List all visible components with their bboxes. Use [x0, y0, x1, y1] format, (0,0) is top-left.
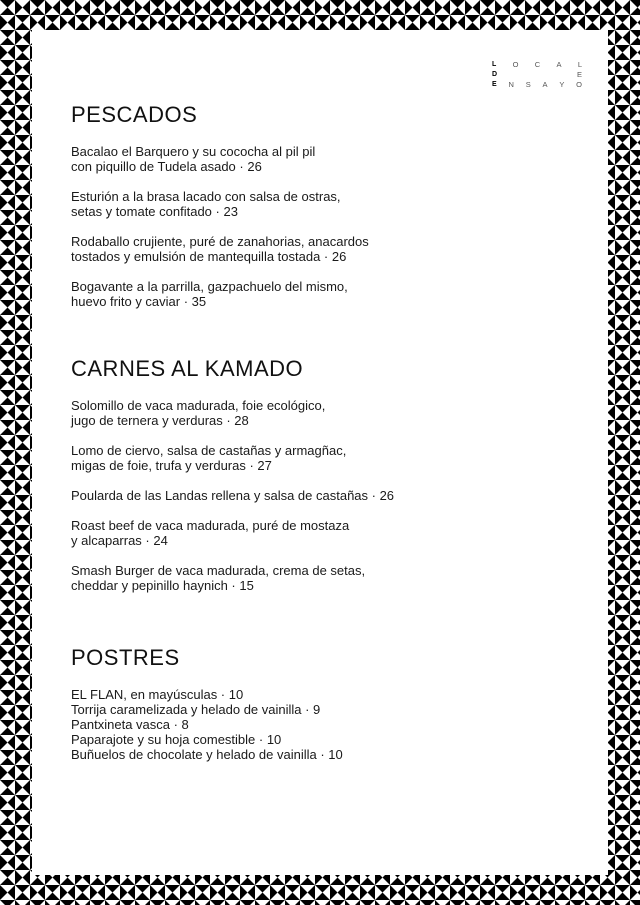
menu-item: Poularda de las Landas rellena y salsa de castañas · 26	[71, 488, 395, 503]
menu-item: Pantxineta vasca · 8	[71, 717, 189, 732]
section-carnes	[71, 356, 511, 608]
local-de-ensayo-logo: L O C A L D E E N S A Y O	[492, 60, 582, 89]
section-pescados	[71, 102, 511, 324]
menu-item: Buñuelos de chocolate y helado de vainilla · 10	[71, 747, 343, 762]
section-title: PESCADOS	[71, 102, 198, 127]
menu-item: Roast beef de vaca madurada, puré de mostaza y alcaparras · 24	[71, 518, 350, 548]
section-title: POSTRES	[71, 645, 180, 670]
menu-item: Lomo de ciervo, salsa de castañas y armagñac, migas de foie, trufa y verduras · 27	[71, 443, 347, 473]
section-title: CARNES AL KAMADO	[71, 356, 304, 381]
menu-item: Torrija caramelizada y helado de vainilla · 9	[71, 702, 321, 717]
menu-item: Paparajote y su hoja comestible · 10	[71, 732, 282, 747]
menu-item: Solomillo de vaca madurada, foie ecológico, jugo de ternera y verduras · 28	[71, 398, 326, 428]
menu-item: EL FLAN, en mayúsculas · 10	[71, 687, 244, 702]
section-postres	[71, 645, 511, 762]
menu-item: Rodaballo crujiente, puré de zanahorias, anacardos tostados y emulsión de mantequilla tostada · 26	[71, 234, 369, 264]
menu-item: Bacalao el Barquero y su cococha al pil pil con piquillo de Tudela asado · 26	[71, 144, 316, 174]
menu-item: Smash Burger de vaca madurada, crema de setas, cheddar y pepinillo haynich · 15	[71, 563, 366, 593]
menu-item: Bogavante a la parrilla, gazpachuelo del mismo, huevo frito y caviar · 35	[71, 279, 348, 309]
menu-item: Esturión a la brasa lacado con salsa de ostras, setas y tomate confitado · 23	[71, 189, 341, 219]
